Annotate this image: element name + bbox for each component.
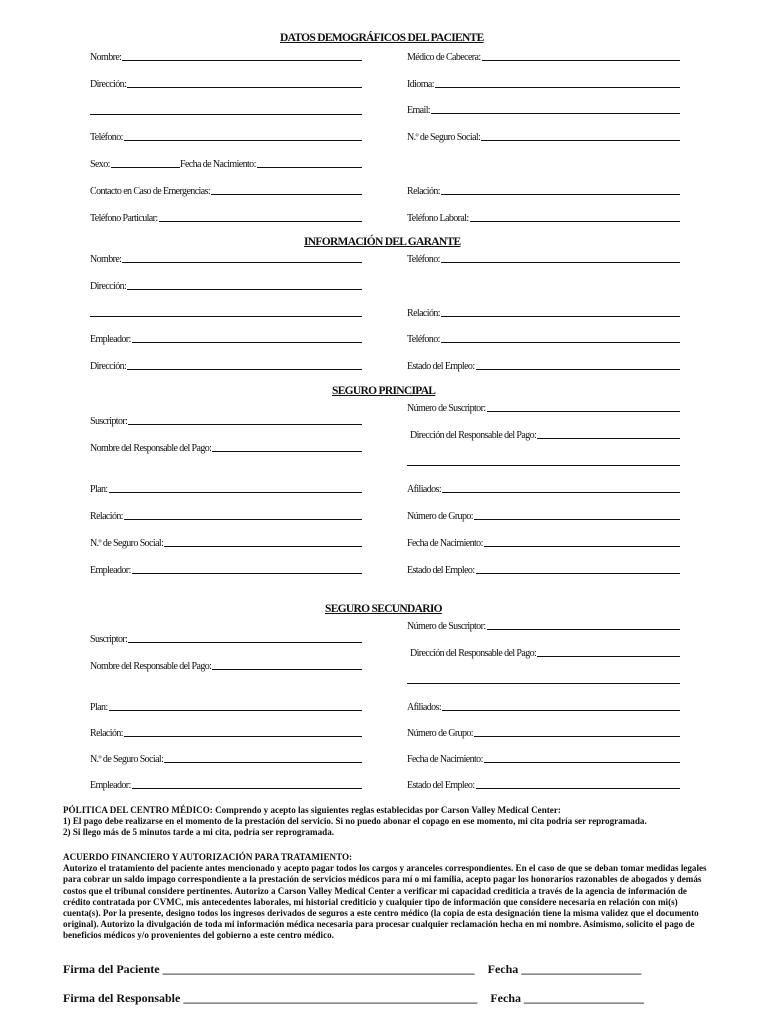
primary-ssn-field[interactable]: N.º de Seguro Social: xyxy=(90,535,362,549)
agreement-section xyxy=(63,852,713,942)
language-field[interactable]: Idioma: xyxy=(407,76,680,90)
guarantor-employer-address-field[interactable]: Dirección: xyxy=(90,358,362,372)
secondary-ssn-field[interactable]: N.º de Seguro Social: xyxy=(90,751,362,765)
section-heading-demographics: DATOS DEMOGRÁFICOS DEL PACIENTE xyxy=(280,32,484,44)
section-heading-secondary-insurance: SEGURO SECUNDARIO xyxy=(325,603,442,615)
responsible-signature-date[interactable]: Fecha ____________________ xyxy=(490,991,644,1005)
secondary-payer-address-line-2[interactable] xyxy=(407,683,680,684)
policy-title: PÓLITICA DEL CENTRO MÉDICO: Comprendo y acepto las siguientes reglas establecidas por Carson Valley Medical Center: xyxy=(63,805,561,815)
sex-field[interactable]: Sexo: xyxy=(90,156,180,170)
primary-subscriber-number-field[interactable]: Número de Suscriptor: xyxy=(407,400,680,414)
primary-subscriber-field[interactable]: Suscriptor: xyxy=(90,413,362,427)
primary-relation-field[interactable]: Relación: xyxy=(90,508,362,522)
guarantor-phone-field[interactable]: Teléfono: xyxy=(407,251,680,265)
guarantor-employment-status-field[interactable]: Estado del Empleo: xyxy=(407,358,680,372)
patient-address-line-2[interactable] xyxy=(90,114,362,115)
patient-ssn-field[interactable]: N.º de Seguro Social: xyxy=(407,129,680,143)
primary-employer-field[interactable]: Empleador: xyxy=(90,562,362,576)
secondary-plan-field[interactable]: Plan: xyxy=(90,699,362,713)
primary-plan-field[interactable]: Plan: xyxy=(90,481,362,495)
section-heading-guarantor: INFORMACIÓN DEL GARANTE xyxy=(304,236,461,248)
secondary-relation-field[interactable]: Relación: xyxy=(90,725,362,739)
secondary-subscriber-field[interactable]: Suscriptor: xyxy=(90,631,362,645)
secondary-members-field[interactable]: Afiliados: xyxy=(407,699,680,713)
patient-phone-field[interactable]: Teléfono: xyxy=(90,129,362,143)
home-phone-field[interactable]: Teléfono Particular: xyxy=(90,210,362,224)
responsible-signature-label: Firma del Responsable _________________________________________________ xyxy=(63,991,478,1005)
secondary-group-number-field[interactable]: Número de Grupo: xyxy=(407,725,680,739)
primary-employment-status-field[interactable]: Estado del Empleo: xyxy=(407,562,680,576)
patient-signature-label: Firma del Paciente ____________________________________________________ xyxy=(63,962,475,976)
patient-name-field[interactable]: Nombre: xyxy=(90,49,362,63)
primary-payer-address-field[interactable]: Dirección del Responsable del Pago: xyxy=(410,427,680,441)
guarantor-address-field[interactable]: Dirección: xyxy=(90,278,362,292)
policy-section xyxy=(63,805,713,839)
policy-rule-2: 2) Si llego más de 5 minutos tarde a mi cita, podría ser reprogramada. xyxy=(63,827,335,838)
guarantor-employer-field[interactable]: Empleador: xyxy=(90,331,362,345)
agreement-body: Autorizo el tratamiento del paciente antes mencionado y acepto pagar todos los cargos y aranceles correspondientes. En el caso de que se deban tomar medidas legales para cobrar un saldo impago correspondiente a la prestación de servicios médicos para mí o mi familia, acepto pagar los honorarios razonables de abogados y demás costos que el tribunal considere pertinentes. Autorizo a Carson Valley Medical Center a verificar mi capacidad crediticia a través de la agencia de información de crédito contratada por CVMC, mis antecedentes laborales, mi historial crediticio y cualquier tipo de información que considere necesaria en relación con mi(s) cuenta(s). Por la presente, designo todos los ingresos derivados de seguros a este centro médico (la copia de esta designación tiene la misma validez que el documento original). Autorizo la divulgación de toda mi información médica necesaria para procesar cualquier reclamación hecha en mi nombre. Asimismo, solicito el pago de beneficios médicos y/o provenientes del gobierno a este centro médico. xyxy=(63,863,707,941)
patient-address-field[interactable]: Dirección: xyxy=(90,76,362,90)
emergency-relation-field[interactable]: Relación: xyxy=(407,183,680,197)
primary-payer-name-field[interactable]: Nombre del Responsable del Pago: xyxy=(90,440,362,454)
work-phone-field[interactable]: Teléfono Laboral: xyxy=(407,210,680,224)
emergency-contact-field[interactable]: Contacto en Caso de Emergencias: xyxy=(90,183,362,197)
primary-dob-field[interactable]: Fecha de Nacimiento: xyxy=(407,535,680,549)
secondary-employer-field[interactable]: Empleador: xyxy=(90,777,362,791)
primary-physician-field[interactable]: Médico de Cabecera: xyxy=(407,49,680,63)
guarantor-address-line-2[interactable] xyxy=(90,316,362,317)
patient-signature-date[interactable]: Fecha ____________________ xyxy=(487,962,642,976)
guarantor-employer-phone-field[interactable]: Teléfono: xyxy=(407,331,680,345)
patient-signature-line[interactable] xyxy=(63,962,641,977)
primary-members-field[interactable]: Afiliados: xyxy=(407,481,680,495)
guarantor-name-field[interactable]: Nombre: xyxy=(90,251,362,265)
secondary-subscriber-number-field[interactable]: Número de Suscriptor: xyxy=(407,618,680,632)
responsible-signature-line[interactable] xyxy=(63,991,644,1006)
secondary-payer-address-field[interactable]: Dirección del Responsable del Pago: xyxy=(410,645,680,659)
primary-group-number-field[interactable]: Número de Grupo: xyxy=(407,508,680,522)
secondary-dob-field[interactable]: Fecha de Nacimiento: xyxy=(407,751,680,765)
primary-payer-address-line-2[interactable] xyxy=(407,465,680,466)
policy-rule-1: 1) El pago debe realizarse en el momento de la prestación del servicio. Si no puedo abonar el copago en ese momento, mi cita podría ser reprogramada. xyxy=(63,816,647,827)
section-heading-primary-insurance: SEGURO PRINCIPAL xyxy=(332,385,436,397)
patient-dob-field[interactable]: Fecha de Nacimiento: xyxy=(180,156,362,170)
email-field[interactable]: Email: xyxy=(407,102,680,116)
guarantor-relation-field[interactable]: Relación: xyxy=(407,305,680,319)
secondary-employment-status-field[interactable]: Estado del Empleo: xyxy=(407,777,680,791)
agreement-title: ACUERDO FINANCIERO Y AUTORIZACIÓN PARA TRATAMIENTO: xyxy=(63,852,353,862)
secondary-payer-name-field[interactable]: Nombre del Responsable del Pago: xyxy=(90,658,362,672)
